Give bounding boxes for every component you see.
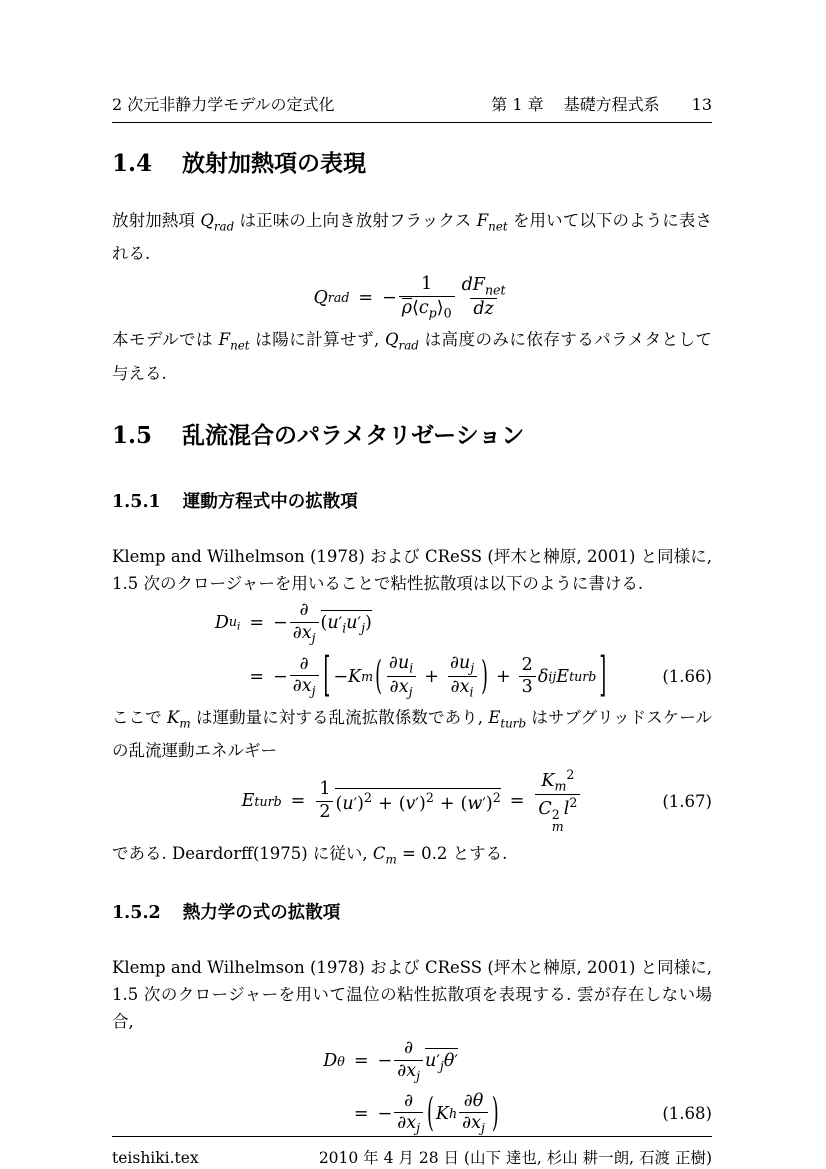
numerator: ∂ <box>404 1038 414 1059</box>
math-symbol: F <box>218 330 231 350</box>
fraction <box>386 654 416 700</box>
fraction <box>447 654 477 700</box>
math-symbol: ∂x <box>397 1060 417 1081</box>
paren: ( <box>335 794 343 814</box>
paren: ( <box>460 794 468 814</box>
math-subscript: turb <box>569 669 597 685</box>
fraction <box>394 1039 423 1083</box>
math-subscript: m <box>361 669 374 685</box>
paragraph-152-intro: Klemp and Wilhelmson (1978) および CReSS (坪木と榊原, 2001) と同様に, 1.5 次のクロージャーを用いて温位の粘性拡散項を表現する. 雲が存在しない場合, <box>112 958 712 1032</box>
plus-sign: + <box>378 794 393 814</box>
math-symbol: ∂x <box>389 677 409 698</box>
math-symbol: dF <box>461 274 485 295</box>
math-superscript: 2 <box>566 766 575 782</box>
math-symbol: v <box>405 794 416 814</box>
chapter-label: 第 1 章 <box>491 95 544 114</box>
denominator <box>290 622 319 646</box>
math-symbol: u <box>425 1051 437 1072</box>
equation-rhs <box>378 1039 458 1083</box>
numerator: 1 <box>421 274 433 295</box>
math-subscript: h <box>448 1106 458 1122</box>
math-symbol: θ <box>443 1051 455 1072</box>
fraction <box>459 1092 488 1136</box>
equation-rhs <box>273 601 372 645</box>
section-number: 1.5 <box>112 421 153 449</box>
plus-sign: + <box>439 794 455 814</box>
math-symbol: ∂x <box>462 1113 481 1134</box>
right-square-bracket: ] <box>599 650 607 704</box>
equation-lhs <box>323 1051 345 1071</box>
math-subscript: rad <box>327 290 350 306</box>
equation-lhs <box>242 791 282 811</box>
text-run: はサブグリッドスケールの乱流運動エネルギー <box>112 707 712 760</box>
math-subscript: j <box>439 1058 444 1074</box>
numerator: ∂ <box>404 1090 414 1111</box>
paragraph-151-intro: Klemp and Wilhelmson (1978) および CReSS (坪木と榊原, 2001) と同様に, 1.5 次のクロージャーを用いることで粘性拡散項は以下のように書ける. <box>112 547 712 594</box>
math-symbol: u <box>346 613 358 634</box>
math-subscript: m <box>551 819 564 835</box>
minus-sign: − <box>273 613 288 634</box>
subsection-heading-1-5-1 <box>112 491 712 514</box>
math-subscript: m <box>554 778 567 794</box>
left-square-bracket: [ <box>323 650 331 704</box>
math-subscript: turb <box>254 793 282 809</box>
equation-rhs <box>314 768 582 834</box>
angle-bracket: ⟨ <box>412 297 419 318</box>
section-title: 放射加熱項の表現 <box>182 150 367 177</box>
text-run: は正味の上向き放射フラックス <box>234 210 477 230</box>
math-superscript: 2 <box>364 790 373 806</box>
text-run: 放射加熱項 <box>112 210 201 230</box>
equation-1-66 <box>112 600 712 704</box>
math-symbol: w <box>467 794 483 814</box>
math-symbol: K <box>348 666 362 687</box>
math-subscript: m <box>179 715 191 730</box>
denominator <box>290 675 319 699</box>
math-subscript: net <box>230 338 250 353</box>
text-run: 本モデルでは <box>112 330 219 350</box>
math-symbol: C <box>372 844 386 864</box>
paren: ) <box>485 794 493 814</box>
left-paren: ( <box>375 654 382 700</box>
math-subscript: i <box>469 684 474 700</box>
running-head <box>112 92 712 123</box>
math-symbol: u <box>228 614 237 630</box>
math-subscript: j <box>311 683 316 699</box>
section-heading-1-5 <box>112 421 712 451</box>
math-subscript: p <box>428 305 437 321</box>
fraction <box>535 768 580 834</box>
equals-sign: = <box>249 613 265 634</box>
fraction <box>290 655 319 699</box>
math-subscript: j <box>311 630 316 646</box>
math-subscript: j <box>361 620 366 636</box>
text-run: である. Deardorff(1975) に従い, <box>112 844 373 864</box>
math-symbol: ∂x <box>450 677 470 698</box>
subsection-title: 運動方程式中の拡散項 <box>182 491 358 512</box>
prime-mark: ′ <box>454 1051 458 1071</box>
prime-mark: ′ <box>482 794 486 813</box>
page-number: 13 <box>691 95 712 114</box>
math-subscript: i <box>236 620 241 633</box>
paren: ( <box>320 613 328 634</box>
section-heading-1-4 <box>112 149 712 179</box>
math-subscript: j <box>408 684 413 700</box>
paren: ) <box>357 794 364 814</box>
math-symbol: K <box>435 1103 449 1124</box>
page-footer <box>112 1136 712 1168</box>
text-run: は運動量に対する乱流拡散係数であり, <box>190 707 489 727</box>
paren: ) <box>365 613 372 634</box>
denominator <box>394 1112 423 1136</box>
math-subscript: j <box>416 1120 421 1136</box>
minus-sign: − <box>333 666 349 687</box>
math-symbol: Q <box>384 330 399 350</box>
running-head-left-title: 2 次元非静力学モデルの定式化 <box>112 95 335 114</box>
math-symbol: ∂u <box>388 652 410 673</box>
fraction <box>399 275 455 320</box>
math-subscript: 0 <box>443 305 452 321</box>
denominator <box>399 296 455 321</box>
equation-1-68 <box>112 1039 712 1135</box>
math-subscript: net <box>484 282 506 298</box>
math-subscript: turb <box>500 715 527 730</box>
minus-sign: − <box>377 1103 393 1124</box>
text-run: を用いて以下のように表される. <box>112 210 713 264</box>
math-symbol: δ <box>537 666 549 687</box>
math-symbol: u <box>342 794 354 814</box>
math-superscript: 2 <box>425 790 434 806</box>
fraction <box>316 780 333 822</box>
math-symbol-rho-bar: ρ <box>401 297 413 318</box>
plus-sign: + <box>424 666 439 687</box>
equation-1-67 <box>112 768 712 834</box>
math-symbol: D <box>323 1051 338 1072</box>
math-subscript: j <box>416 1068 421 1084</box>
math-symbol: l <box>563 799 570 820</box>
math-symbol: ∂x <box>292 676 312 697</box>
footer-date-authors: 2010 年 4 月 28 日 (山下 達也, 杉山 耕一朗, 石渡 正樹) <box>318 1148 712 1167</box>
section-number: 1.4 <box>112 150 153 177</box>
running-head-right <box>491 92 712 115</box>
sup-sub-stack <box>551 806 564 835</box>
math-symbol: ∂x <box>292 622 312 643</box>
math-subscript <box>229 614 241 633</box>
prime-mark: ′ <box>338 613 343 633</box>
equation-qrad <box>112 275 712 320</box>
math-symbol: ∂x <box>397 1113 417 1134</box>
math-subscript: rad <box>398 338 419 353</box>
math-subscript: m <box>385 852 397 867</box>
equals-sign: = <box>509 791 525 812</box>
math-symbol: D <box>214 613 229 634</box>
math-superscript: 2 <box>551 806 560 822</box>
prime-mark: ′ <box>353 794 358 813</box>
math-subscript: i <box>342 620 347 636</box>
math-subscript: θ <box>337 1053 345 1069</box>
overline-group <box>425 1048 458 1074</box>
minus-sign: − <box>382 287 397 308</box>
numerator: ∂ <box>299 600 309 621</box>
equals-sign: = <box>353 1103 369 1124</box>
text-run: は高度のみに依存するパラメタとして与える. <box>112 330 712 383</box>
numerator <box>538 768 577 794</box>
left-paren: ( <box>427 1091 434 1137</box>
minus-sign: − <box>273 666 288 687</box>
math-subscript: rad <box>213 219 235 234</box>
subsection-title: 熱力学の式の拡散項 <box>182 902 341 923</box>
equals-sign: = <box>290 791 306 812</box>
plus-sign: + <box>496 666 511 687</box>
numerator: ∂ <box>299 653 309 674</box>
math-superscript: 2 <box>492 790 501 806</box>
text-run: = 0.2 <box>396 844 453 864</box>
section-title: 乱流混合のパラメタリゼーション <box>182 421 525 449</box>
equals-sign: = <box>353 1051 369 1072</box>
math-symbol: F <box>476 210 489 230</box>
math-subscript: ij <box>548 669 557 685</box>
math-symbol: ∂θ <box>463 1090 484 1111</box>
equation-number-1-67: (1.67) <box>662 791 712 811</box>
math-symbol: ∂u <box>449 652 471 673</box>
minus-sign: − <box>377 1051 393 1072</box>
denominator <box>394 1060 423 1084</box>
footer-filename: teishiki.tex <box>112 1148 199 1167</box>
fraction <box>519 656 536 698</box>
fraction <box>394 1092 423 1136</box>
denominator <box>387 676 416 700</box>
equals-sign: = <box>249 666 265 687</box>
math-subscript: j <box>470 660 475 675</box>
math-symbol: C <box>538 799 552 820</box>
right-paren: ) <box>481 654 488 700</box>
math-superscript: 2 <box>569 795 578 811</box>
angle-bracket: ⟩ <box>436 297 444 318</box>
math-symbol: Q <box>200 210 214 230</box>
paragraph-cm <box>112 840 712 873</box>
numerator <box>447 654 477 677</box>
numerator <box>459 276 509 299</box>
overline-group <box>321 610 372 636</box>
math-symbol: E <box>241 791 255 812</box>
paragraph-radiative-note <box>112 326 712 386</box>
denominator <box>459 1112 488 1136</box>
numerator: 2 <box>521 654 533 675</box>
chapter-title: 基礎方程式系 <box>563 95 660 114</box>
denominator: 3 <box>519 676 536 698</box>
paragraph-km <box>112 704 712 764</box>
equation-rhs <box>273 650 609 704</box>
overline-group <box>335 788 500 814</box>
paragraph-radiative-intro <box>112 207 712 267</box>
math-symbol: u <box>327 613 339 634</box>
math-subscript: i <box>409 660 414 675</box>
text-run: は陽に計算せず, <box>249 330 385 350</box>
math-symbol: K <box>541 770 555 791</box>
prime-mark: ′ <box>436 1051 440 1071</box>
equation-rhs <box>378 1092 501 1136</box>
prime-mark: ′ <box>357 613 362 633</box>
paren: ( <box>398 794 406 814</box>
numerator: 1 <box>319 779 331 800</box>
denominator <box>535 794 580 834</box>
math-symbol: c <box>418 297 429 318</box>
denominator: 2 <box>316 801 333 823</box>
math-symbol: K <box>167 707 180 727</box>
paren: ) <box>418 794 426 814</box>
equation-lhs <box>215 613 241 633</box>
math-subscript: j <box>481 1120 485 1136</box>
math-subscript: net <box>488 219 508 234</box>
numerator <box>386 654 416 677</box>
numerator <box>461 1092 487 1113</box>
equation-number-1-66: (1.66) <box>662 667 712 687</box>
denominator <box>448 676 477 700</box>
denominator: dz <box>470 298 496 320</box>
subsection-number: 1.5.2 <box>112 902 161 923</box>
equals-sign: = <box>358 287 374 308</box>
prime-mark: ′ <box>415 794 419 813</box>
text-run: とする. <box>452 844 508 864</box>
fraction <box>290 601 319 645</box>
fraction <box>459 276 509 320</box>
subsection-heading-1-5-2 <box>112 902 712 925</box>
equation-number-1-68: (1.68) <box>662 1104 712 1124</box>
subsection-number: 1.5.1 <box>112 491 161 512</box>
text-run: ここで <box>112 707 168 727</box>
math-symbol: Q <box>313 287 328 308</box>
math-symbol: E <box>556 666 570 687</box>
right-paren: ) <box>491 1091 499 1137</box>
math-symbol: E <box>488 707 501 727</box>
